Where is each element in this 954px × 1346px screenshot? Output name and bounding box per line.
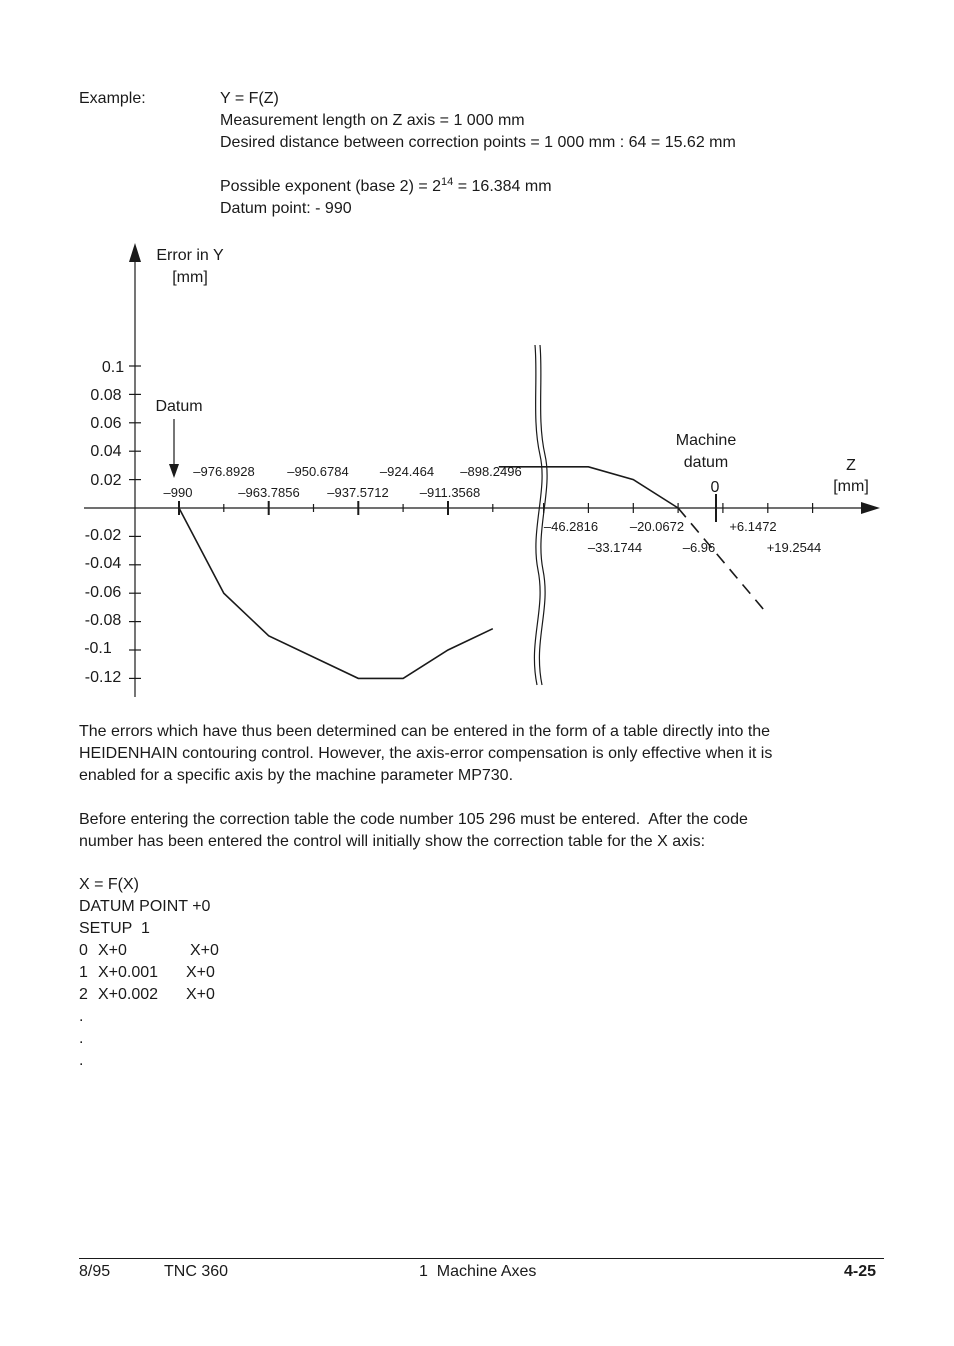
y-axis-arrow [129,243,141,262]
datum-label: Datum [155,398,203,415]
ellipsis-dot: . [79,1052,84,1069]
y-tick-label: 0.06 [90,415,122,432]
example-function: Y = F(Z) [220,90,279,107]
y-tick-label: -0.06 [84,584,122,601]
footer-product: TNC 360 [164,1263,229,1280]
table-row-b: X+0 [186,964,215,981]
z-tick-label: +6.1472 [729,519,777,534]
footer-page-number: 4-25 [844,1263,877,1280]
z-axis-title-line2: [mm] [833,478,869,495]
table-row-b: X+0 [186,986,215,1003]
z-tick-label: –20.0672 [629,519,685,534]
z-tick-label: –963.7856 [238,485,300,500]
error-curve-right [499,467,678,508]
zero-label: 0 [710,479,720,496]
y-axis-title-line2: [mm] [172,269,208,286]
z-tick-label: –924.464 [379,464,435,479]
y-tick-label: -0.08 [84,612,122,629]
z-tick-label: –6.96 [682,540,716,555]
y-tick-label: 0.04 [90,443,122,460]
paragraph-2-line: Before entering the correction table the code number 105 296 must be entered. After the code [79,811,748,828]
table-row-index: 1 [79,964,88,981]
error-curve-left [179,508,493,678]
table-row-index: 0 [79,942,88,959]
z-tick-label: –911.3568 [419,485,481,500]
z-tick-label: –990 [163,485,193,500]
exponent-power: 14 [441,176,454,188]
z-tick-label: –33.1744 [587,540,643,555]
z-tick-label: –950.6784 [287,464,349,479]
exponent-suffix: = 16.384 mm [453,178,552,195]
z-tick-label: –898.2496 [460,464,522,479]
axis-break-line-right [539,345,547,685]
y-axis-title-line1: Error in Y [156,247,224,264]
y-tick-label: -0.04 [84,555,122,572]
example-datum-line: Datum point: - 990 [220,200,352,217]
machine-datum-line1: Machine [675,432,737,449]
paragraph-1-line: The errors which have thus been determined can be entered in the form of a table directly into the [79,723,771,740]
table-header-line: SETUP 1 [79,920,150,937]
y-tick-label: 0.1 [101,359,125,376]
y-tick-label: 0.08 [90,387,122,404]
y-tick-label: -0.02 [84,527,122,544]
example-distance-line: Desired distance between correction points = 1 000 mm : 64 = 15.62 mm [220,134,736,151]
z-axis-arrow [861,502,880,514]
ellipsis-dot: . [79,1008,84,1025]
table-row-a: X+0 [98,942,127,959]
table-header-line: X = F(X) [79,876,140,893]
exponent-prefix: Possible exponent (base 2) = 2 [220,178,442,195]
footer-rule [79,1258,884,1259]
paragraph-1-line: HEIDENHAIN contouring control. However, the axis-error compensation is only effective when it is [79,745,773,762]
ellipsis-dot: . [79,1030,84,1047]
example-length-line: Measurement length on Z axis = 1 000 mm [220,112,525,129]
table-row-a: X+0.001 [98,964,159,981]
paragraph-1-line: enabled for a specific axis by the machine parameter MP730. [79,767,514,784]
footer-chapter: 1 Machine Axes [419,1263,537,1280]
table-row-b: X+0 [190,942,219,959]
table-row-index: 2 [79,986,88,1003]
z-tick-label: +19.2544 [766,540,822,555]
table-header-line: DATUM POINT +0 [79,898,211,915]
z-tick-label: –976.8928 [193,464,255,479]
z-tick-label: –937.5712 [327,485,389,500]
z-axis-title-line1: Z [846,457,856,474]
paragraph-2-line: number has been entered the control will initially show the correction table for the X axis: [79,833,706,850]
footer-date: 8/95 [79,1263,111,1280]
y-tick-label: -0.1 [84,640,112,657]
table-row-a: X+0.002 [98,986,159,1003]
z-tick-label: –46.2816 [543,519,599,534]
datum-arrow-head [169,464,179,478]
example-label: Example: [79,90,146,107]
machine-datum-line2: datum [683,454,729,471]
y-tick-label: -0.12 [84,669,122,686]
y-tick-label: 0.02 [90,472,122,489]
